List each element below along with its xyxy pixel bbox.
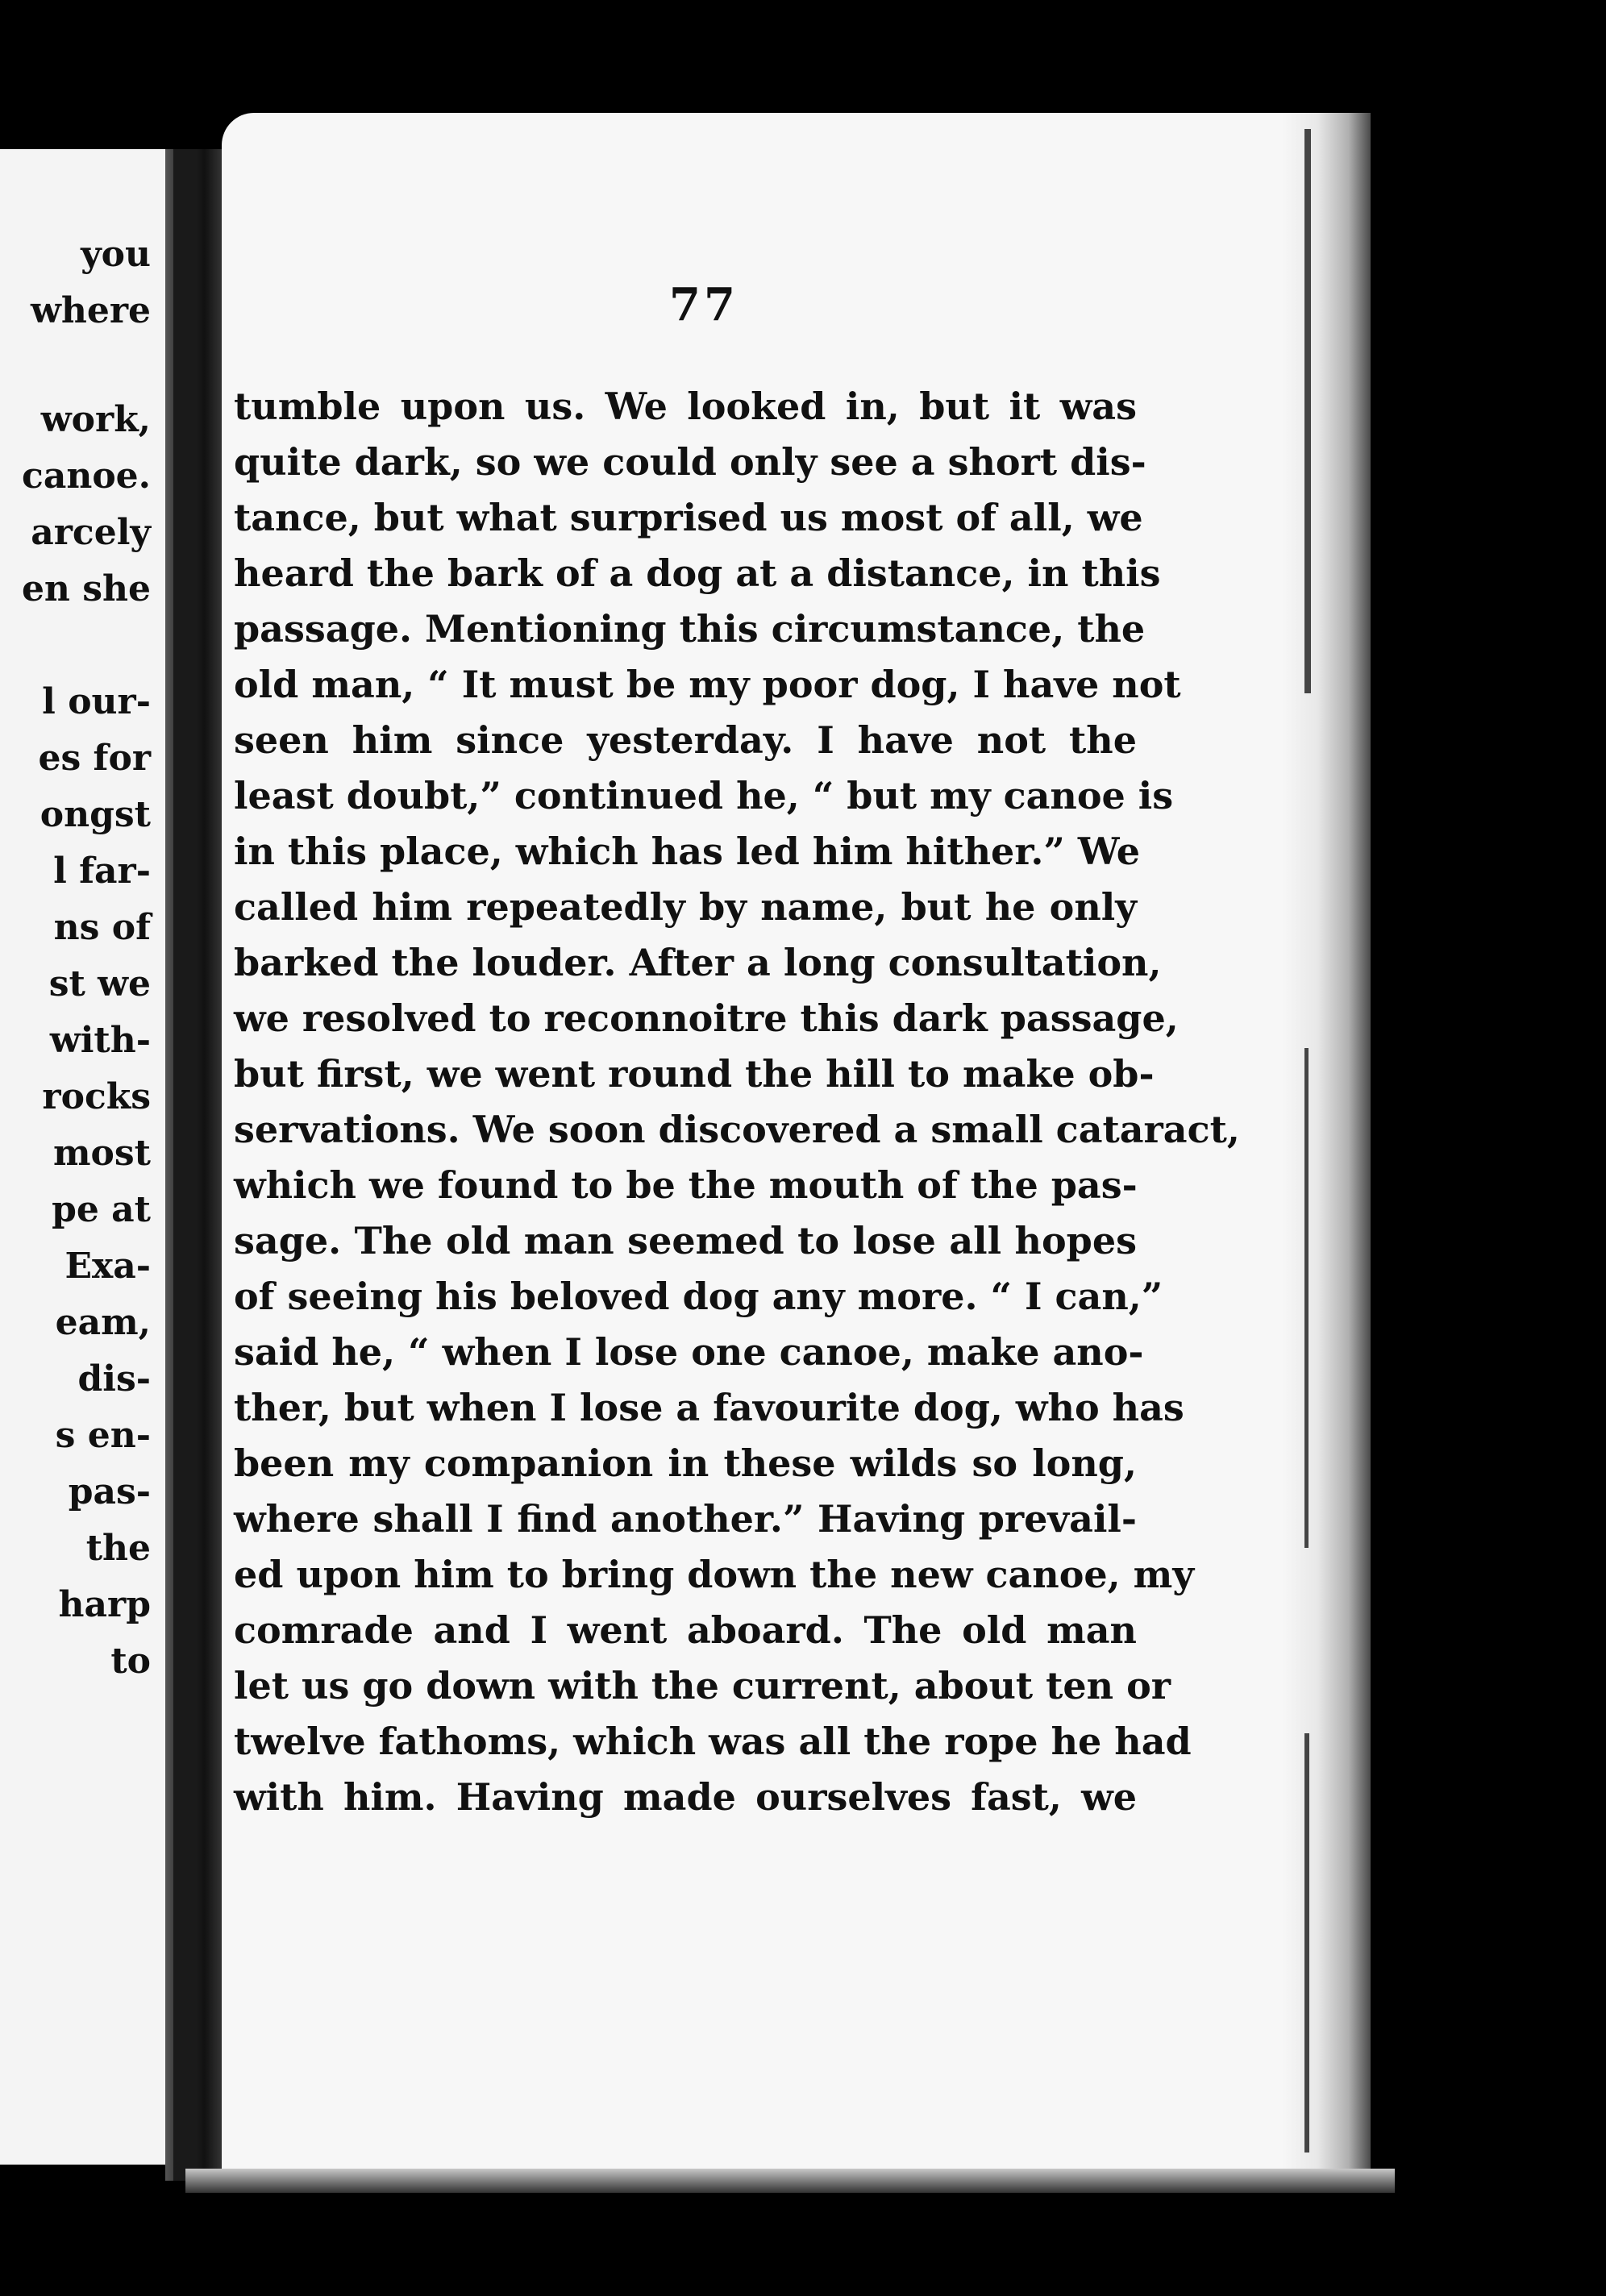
text-line: we resolved to reconnoitre this dark passage, [234, 996, 1179, 1040]
text-line: heard the bark of a dog at a distance, in this [234, 551, 1161, 595]
left-facing-page [0, 149, 165, 2165]
text-line: tumble upon us. We looked in, but it was [234, 385, 1137, 428]
page-bottom-edge [185, 2169, 1395, 2193]
text-line: quite dark, so we could only see a short dis- [234, 440, 1146, 484]
text-line: ther, but when I lose a favourite dog, who has [234, 1386, 1184, 1429]
text-line: called him repeatedly by name, but he only [234, 885, 1137, 929]
left-page-line: eam, [55, 1302, 151, 1343]
text-line: of seeing his beloved dog any more. “ I can,” [234, 1275, 1163, 1318]
text-line: passage. Mentioning this circumstance, the [234, 607, 1146, 651]
left-page-line: en she [21, 568, 151, 609]
left-page-line: to [110, 1641, 151, 1682]
left-page-line: with- [49, 1020, 151, 1061]
left-page-line: pas- [68, 1471, 151, 1512]
text-line: said he, “ when I lose one canoe, make ano- [234, 1330, 1144, 1374]
left-page-line: harp [58, 1584, 151, 1625]
text-line: in this place, which has led him hither.” We [234, 830, 1140, 873]
page-edge-mark [1304, 1048, 1309, 1548]
left-page-line: s en- [55, 1415, 151, 1456]
book-spine-shadow [173, 149, 198, 2181]
text-line: let us go down with the current, about ten or [234, 1664, 1171, 1707]
left-page-line: st we [48, 963, 151, 1004]
page-number: 77 [669, 278, 739, 331]
left-page-line: you [81, 234, 151, 275]
page-edge-mark [1304, 129, 1311, 693]
left-page-line: where [30, 290, 151, 331]
page-edge-mark [1304, 1733, 1309, 2152]
text-line: comrade and I went aboard. The old man [234, 1608, 1137, 1652]
text-line: tance, but what surprised us most of all, we [234, 496, 1143, 539]
left-page-line: pe at [52, 1189, 151, 1230]
left-page-line: es for [38, 738, 151, 779]
text-line: least doubt,” continued he, “ but my canoe is [234, 774, 1174, 817]
left-page-line: work, [40, 399, 151, 440]
body-text [234, 379, 1240, 1825]
text-line: twelve fathoms, which was all the rope he had [234, 1720, 1192, 1763]
left-page-line: Exa- [64, 1246, 151, 1287]
left-page-line: ns of [53, 907, 151, 948]
page-edge [1282, 113, 1371, 2181]
left-page-line: rocks [42, 1076, 151, 1117]
text-line: with him. Having made ourselves fast, we [234, 1775, 1137, 1819]
text-line: which we found to be the mouth of the pas- [234, 1163, 1138, 1207]
left-page-line: most [53, 1133, 151, 1174]
text-line: barked the louder. After a long consultation, [234, 941, 1162, 984]
left-page-line: arcely [31, 512, 151, 553]
left-page-line: dis- [77, 1358, 151, 1400]
text-line: seen him since yesterday. I have not the [234, 718, 1137, 762]
text-line: ed upon him to bring down the new canoe, my [234, 1553, 1195, 1596]
text-line: servations. We soon discovered a small cataract, [234, 1108, 1240, 1151]
text-line: sage. The old man seemed to lose all hopes [234, 1219, 1137, 1262]
text-line: old man, “ It must be my poor dog, I have not [234, 663, 1181, 706]
left-page-line: ongst [40, 794, 151, 835]
left-page-line: the [85, 1528, 151, 1569]
left-page-line: l our- [42, 681, 151, 722]
left-page-line: canoe. [22, 455, 151, 497]
text-line: where shall I find another.” Having prevail- [234, 1497, 1137, 1541]
left-page-line: l far- [53, 851, 151, 892]
text-line: but first, we went round the hill to make ob- [234, 1052, 1155, 1096]
text-line: been my companion in these wilds so long, [234, 1441, 1137, 1485]
